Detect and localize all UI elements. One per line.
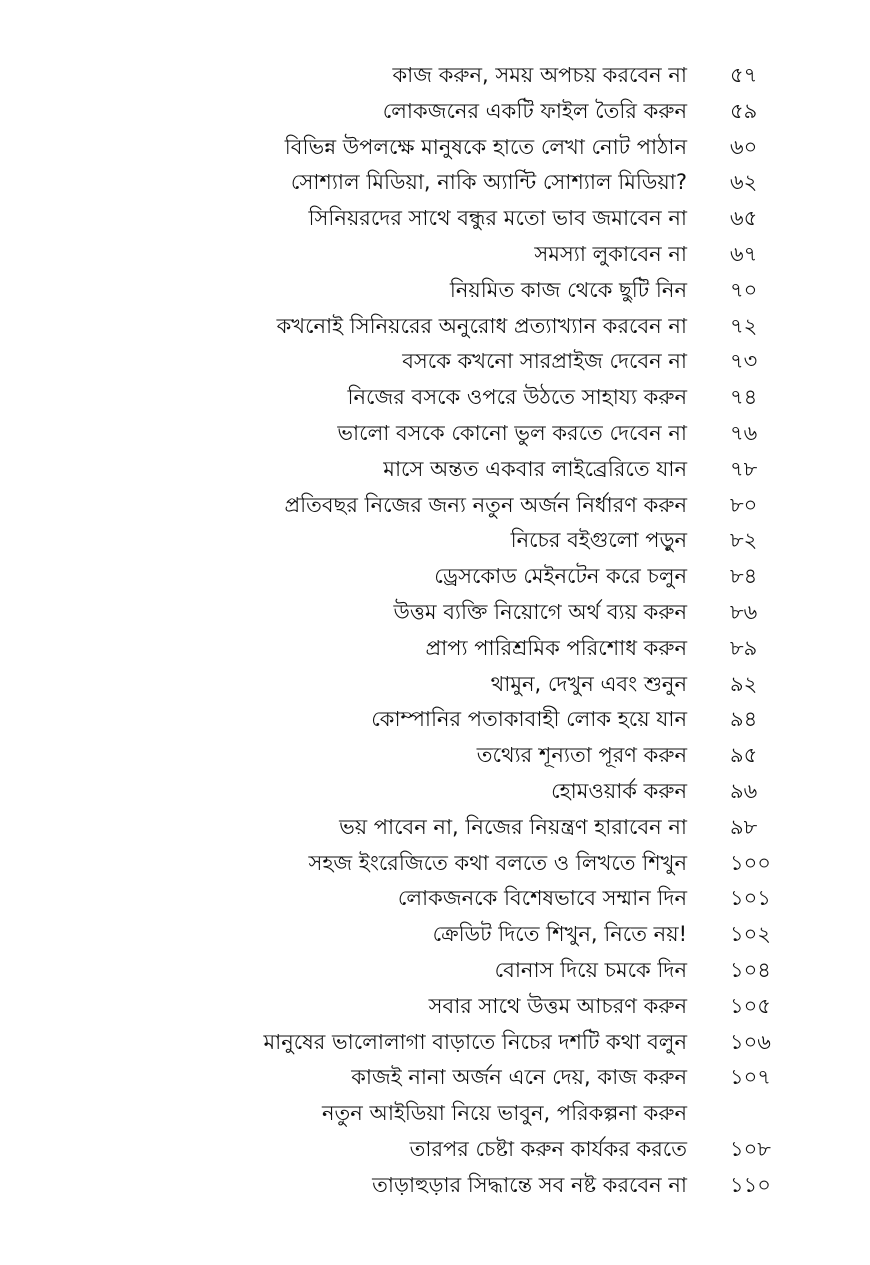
toc-entry-title: লোকজনের একটি ফাইল তৈরি করুন bbox=[382, 98, 687, 123]
toc-entry-title: মাসে অন্তত একবার লাইব্রেরিতে যান bbox=[383, 456, 687, 481]
toc-entry-title: তারপর চেষ্টা করুন কার্যকর করতে bbox=[409, 1136, 687, 1161]
toc-entry bbox=[0, 1025, 870, 1061]
toc-entry-page: ১০৫ bbox=[730, 993, 771, 1018]
toc-entry bbox=[0, 58, 870, 94]
toc-entry-title: সোশ্যাল মিডিয়া, নাকি অ্যান্টি সোশ্যাল মিডিয়া? bbox=[290, 170, 687, 195]
toc-entry-page: ৮২ bbox=[730, 528, 758, 553]
toc-entry bbox=[0, 989, 870, 1025]
toc-entry bbox=[0, 1060, 870, 1096]
toc-entry bbox=[0, 667, 870, 703]
toc-entry-page: ১০৮ bbox=[730, 1136, 771, 1161]
toc-entry-page: ১০১ bbox=[730, 886, 771, 911]
toc-entry-page: ৮৯ bbox=[730, 635, 758, 660]
toc-entry-title: নিজের বসকে ওপরে উঠতে সাহায্য করুন bbox=[347, 385, 687, 410]
toc-entry-title: সমস্যা লুকাবেন না bbox=[534, 241, 687, 266]
toc-entry-page: ৫৯ bbox=[730, 98, 758, 123]
toc-entry bbox=[0, 201, 870, 237]
toc-entry bbox=[0, 488, 870, 524]
toc-entry bbox=[0, 380, 870, 416]
toc-entry bbox=[0, 595, 870, 631]
toc-entry-page: ৬০ bbox=[730, 134, 758, 159]
toc-entry bbox=[0, 738, 870, 774]
toc-entry-title: কোম্পানির পতাকাবাহী লোক হয়ে যান bbox=[371, 707, 687, 732]
toc-entry-title: মানুষের ভালোলাগা বাড়াতে নিচের দশটি কথা বলুন bbox=[263, 1029, 687, 1054]
toc-entry bbox=[0, 416, 870, 452]
toc-entry bbox=[0, 273, 870, 309]
toc-entry bbox=[0, 631, 870, 667]
toc-entry-title: কখনোই সিনিয়রের অনুরোধ প্রত্যাখ্যান করবেন না bbox=[276, 313, 687, 338]
toc-entry-page: ১০৭ bbox=[730, 1065, 771, 1090]
toc-entry bbox=[0, 1096, 870, 1132]
toc-entry bbox=[0, 774, 870, 810]
toc-entry bbox=[0, 1132, 870, 1168]
toc-entry-page: ৬৭ bbox=[730, 241, 758, 266]
toc-entry-title: সিনিয়রদের সাথে বন্ধুর মতো ভাব জমাবেন না bbox=[308, 206, 687, 231]
toc-entry-page: ৭৬ bbox=[730, 420, 758, 445]
toc-entry bbox=[0, 165, 870, 201]
toc-entry-page: ১০৪ bbox=[730, 957, 771, 982]
toc-entry-title: ক্রেডিট দিতে শিখুন, নিতে নয়! bbox=[432, 922, 687, 947]
toc-entry-title: নিয়মিত কাজ থেকে ছুটি নিন bbox=[449, 277, 687, 302]
toc-entry bbox=[0, 309, 870, 345]
toc-entry-title: ভয় পাবেন না, নিজের নিয়ন্ত্রণ হারাবেন না bbox=[339, 814, 687, 839]
toc-entry bbox=[0, 702, 870, 738]
toc-entry-page: ১০২ bbox=[730, 922, 771, 947]
toc-entry-title: থামুন, দেখুন এবং শুনুন bbox=[490, 671, 687, 696]
toc-entry-page: ৫৭ bbox=[730, 63, 758, 87]
toc-entry-page: ৯৬ bbox=[730, 778, 758, 803]
table-of-contents bbox=[0, 58, 870, 1204]
toc-entry-page: ৮৪ bbox=[730, 564, 758, 589]
toc-entry-title: ভালো বসকে কোনো ভুল করতে দেবেন না bbox=[337, 420, 687, 445]
toc-entry-page: ৯৮ bbox=[730, 814, 758, 839]
toc-entry-page: ৭৪ bbox=[730, 385, 758, 410]
toc-entry-title: প্রাপ্য পারিশ্রমিক পরিশোধ করুন bbox=[425, 635, 687, 660]
toc-entry-page: ৬২ bbox=[730, 170, 758, 195]
toc-entry bbox=[0, 94, 870, 130]
toc-entry-title: বসকে কখনো সারপ্রাইজ দেবেন না bbox=[402, 349, 687, 374]
toc-entry-page: ৯২ bbox=[730, 671, 758, 696]
toc-entry-page: ৭২ bbox=[730, 313, 758, 338]
toc-entry bbox=[0, 953, 870, 989]
toc-entry-title: প্রতিবছর নিজের জন্য নতুন অর্জন নির্ধারণ করুন bbox=[284, 492, 687, 517]
toc-entry-page: ১০৬ bbox=[730, 1029, 771, 1054]
toc-entry-title: লোকজনকে বিশেষভাবে সম্মান দিন bbox=[397, 886, 687, 911]
toc-entry bbox=[0, 452, 870, 488]
toc-entry-title: নিচের বইগুলো পড়ুন bbox=[510, 528, 687, 553]
toc-entry-title: বোনাস দিয়ে চমকে দিন bbox=[494, 957, 687, 982]
toc-entry-page: ৯৪ bbox=[730, 707, 758, 732]
toc-entry-title: বিভিন্ন উপলক্ষে মানুষকে হাতে লেখা নোট পাঠান bbox=[284, 134, 687, 159]
toc-entry-title: উত্তম ব্যক্তি নিয়োগে অর্থ ব্যয় করুন bbox=[393, 599, 687, 624]
toc-entry-page: ৭৩ bbox=[730, 349, 758, 374]
toc-entry bbox=[0, 917, 870, 953]
toc-entry-title: তাড়াহুড়ার সিদ্ধান্তে সব নষ্ট করবেন না bbox=[372, 1172, 687, 1197]
toc-entry bbox=[0, 237, 870, 273]
toc-entry-page: ৭৮ bbox=[730, 456, 758, 481]
toc-entry-page: ৭০ bbox=[730, 277, 758, 302]
toc-entry bbox=[0, 344, 870, 380]
toc-entry-page: ১০০ bbox=[730, 850, 771, 875]
toc-entry bbox=[0, 130, 870, 166]
toc-entry bbox=[0, 1168, 870, 1204]
toc-entry bbox=[0, 810, 870, 846]
toc-entry-title: সহজ ইংরেজিতে কথা বলতে ও লিখতে শিখুন bbox=[308, 850, 687, 875]
toc-entry-page: ৯৫ bbox=[730, 743, 758, 768]
toc-entry-title: ড্রেসকোড মেইনটেন করে চলুন bbox=[434, 564, 687, 589]
toc-entry-page: ৮০ bbox=[730, 492, 758, 517]
toc-entry bbox=[0, 523, 870, 559]
toc-entry-page: ৬৫ bbox=[730, 206, 758, 231]
toc-entry-title: নতুন আইডিয়া নিয়ে ভাবুন, পরিকল্পনা করুন bbox=[322, 1101, 687, 1126]
toc-entry-title: তথ্যের শূন্যতা পূরণ করুন bbox=[476, 743, 687, 768]
toc-entry bbox=[0, 559, 870, 595]
toc-entry bbox=[0, 881, 870, 917]
toc-entry-title: হোমওয়ার্ক করুন bbox=[551, 778, 687, 803]
toc-entry-title: কাজ করুন, সময় অপচয় করবেন না bbox=[392, 63, 687, 87]
toc-entry-page: ৮৬ bbox=[730, 599, 758, 624]
toc-entry-title: কাজই নানা অর্জন এনে দেয়, কাজ করুন bbox=[351, 1065, 687, 1090]
toc-entry-page: ১১০ bbox=[730, 1172, 771, 1197]
toc-entry bbox=[0, 846, 870, 882]
toc-entry-title: সবার সাথে উত্তম আচরণ করুন bbox=[428, 993, 687, 1018]
